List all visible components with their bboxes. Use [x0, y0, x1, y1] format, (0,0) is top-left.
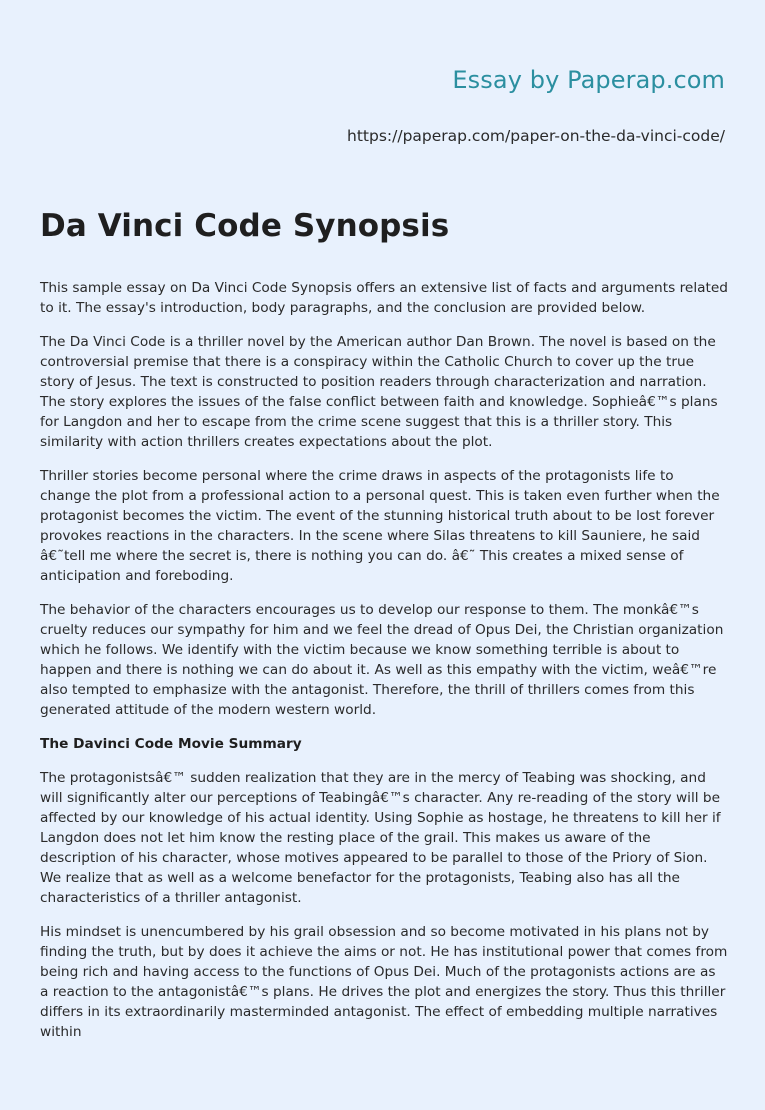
body-paragraph: His mindset is unencumbered by his grail obsession and so become motivated in his plans not by finding the truth, but by does it achieve the aims or not. He has institutional power that comes from being rich and having access to the functions of Opus Dei. Much of the protagonists actions are as a reaction to the antagonistâ€™s plans. He drives the plot and energizes the story. Thus this thriller differs in its extraordinarily masterminded antagonist. The effect of embedding multiple narratives within [40, 924, 728, 1040]
section-subheading: The Davinci Code Movie Summary [40, 736, 302, 752]
body-paragraph: The protagonistsâ€™ sudden realization that they are in the mercy of Teabing was shocking, and will significantly alter our perceptions of Teabingâ€™s character. Any re-reading of the story will be affected by our knowledge of his actual identity. Using Sophie as hostage, he threatens to kill her if Langdon does not let him know the resting place of the grail. This makes us aware of the description of his character, whose motives appeared to be parallel to those of the Priory of Sion. We realize that as well as a welcome benefactor for the protagonists, Teabing also has all the characteristics of a thriller antagonist. [40, 770, 721, 906]
essay-title: Da Vinci Code Synopsis [40, 208, 450, 244]
source-url-link[interactable]: https://paperap.com/paper-on-the-da-vinci-code/ [347, 127, 725, 145]
body-paragraph: The behavior of the characters encourages us to develop our response to them. The monkâ€™s cruelty reduces our sympathy for him and we feel the dread of Opus Dei, the Christian organization which he follows. We identify with the victim because we know something terrible is about to happen and there is nothing we can do about it. As well as this empathy with the victim, weâ€™re also tempted to emphasize with the antagonist. Therefore, the thrill of thrillers comes from this generated attitude of the modern western world. [40, 602, 724, 718]
essay-body [40, 278, 728, 1056]
body-paragraph: The Da Vinci Code is a thriller novel by the American author Dan Brown. The novel is based on the controversial premise that there is a conspiracy within the Catholic Church to cover up the true story of Jesus. The text is constructed to position readers through characterization and narration. The story explores the issues of the false conflict between faith and knowledge. Sophieâ€™s plans for Langdon and her to escape from the crime scene suggest that this is a thriller story. This similarity with action thrillers creates expectations about the plot. [40, 334, 718, 450]
brand-link[interactable]: Essay by Paperap.com [452, 66, 725, 94]
intro-paragraph: This sample essay on Da Vinci Code Synopsis offers an extensive list of facts and arguments related to it. The essay's introduction, body paragraphs, and the conclusion are provided below. [40, 280, 728, 316]
body-paragraph: Thriller stories become personal where the crime draws in aspects of the protagonists life to change the plot from a professional action to a personal quest. This is taken even further when the protagonist becomes the victim. The event of the stunning historical truth about to be lost forever provokes reactions in the characters. In the scene where Silas threatens to kill Sauniere, he said â€˜tell me where the secret is, there is nothing you can do. â€˜ This creates a mixed sense of anticipation and foreboding. [40, 468, 720, 584]
